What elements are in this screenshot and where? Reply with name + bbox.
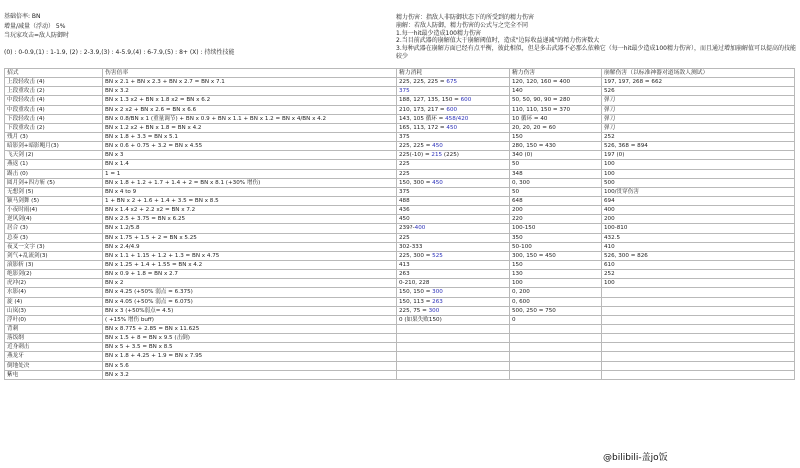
stamina-damage-cell — [510, 361, 602, 370]
table-row — [5, 270, 795, 279]
stamina-damage-cell: 50 — [510, 160, 602, 169]
break-damage-cell: 100 — [602, 160, 795, 169]
move-cell: 落饭纲 — [5, 334, 103, 343]
multiplier-cell: BN x 1.2 x2 + BN x 1.8 = BN x 4.2 — [103, 123, 397, 132]
notes-right — [396, 14, 796, 61]
total-value: 675 — [446, 79, 458, 86]
total-value: 263 — [432, 298, 443, 305]
break-damage-cell: 252 — [602, 132, 795, 141]
move-cell: 下段重攻击 (2) — [5, 123, 103, 132]
total-value: 450 — [432, 179, 443, 186]
cost-segment: 239?- — [399, 225, 415, 232]
table-row — [5, 160, 795, 169]
move-cell: 颖马剑舞 (5) — [5, 196, 103, 205]
break-damage-cell: 200 — [602, 215, 795, 224]
cost-segment: 225, 75 = — [399, 307, 429, 314]
stamina-damage-cell: 0, 200 — [510, 288, 602, 297]
break-damage-cell: 弹刀 — [602, 114, 795, 123]
note-rule-2: 2.当目前武器的崩解值大于崩解阈值时，造成"边际收益递减"的精力伤害数大 — [396, 37, 600, 45]
break-damage-cell — [602, 288, 795, 297]
multiplier-cell: BN x 4.25 (+50% 弱点 = 6.375) — [103, 288, 397, 297]
move-cell: 逆风剑(4) — [5, 215, 103, 224]
cost-segment: 0-210, 228 — [399, 280, 430, 287]
cost-segment: 150, 300 = — [399, 179, 433, 186]
move-cell: 下段轻攻击 (4) — [5, 114, 103, 123]
stamina-damage-cell: 340 (0) — [510, 151, 602, 160]
break-damage-cell — [602, 324, 795, 333]
break-damage-cell — [602, 370, 795, 379]
multiplier-cell: BN x 1.4 — [103, 160, 397, 169]
move-cell: 近身刺击 — [5, 343, 103, 352]
move-cell: 燕返 (1) — [5, 160, 103, 169]
cost-segment: 150, 113 = — [399, 298, 433, 305]
move-cell: 滚影斩 (3) — [5, 260, 103, 269]
header-stamina-damage: 精力伤害 — [510, 69, 602, 78]
stamina-cost-cell — [397, 343, 510, 352]
move-cell: 飞天剑 (2) — [5, 151, 103, 160]
multiplier-cell: BN x 1.3 x2 + BN x 1.8 x2 = BN x 6.2 — [103, 96, 397, 105]
header-damage-multiplier: 伤害倍率 — [103, 69, 397, 78]
break-damage-cell: 410 — [602, 242, 795, 251]
stamina-cost-cell — [397, 260, 510, 269]
total-value: 300 — [428, 307, 440, 314]
move-cell: 燕龙牙 — [5, 352, 103, 361]
table-row — [5, 251, 795, 260]
table-row — [5, 105, 795, 114]
table-header-row — [5, 69, 795, 78]
table-row — [5, 169, 795, 178]
multiplier-cell: BN x 5.6 — [103, 361, 397, 370]
stamina-damage-cell: 648 — [510, 196, 602, 205]
break-damage-cell: 100/贯穿伤害 — [602, 187, 795, 196]
cost-segment: 263 — [399, 271, 410, 278]
table-row — [5, 370, 795, 379]
stamina-cost-cell — [397, 142, 510, 151]
table-row — [5, 361, 795, 370]
stamina-damage-cell: 110, 110, 150 = 370 — [510, 105, 602, 114]
table-row — [5, 224, 795, 233]
move-cell: 暗影剑+暗影飓月(3) — [5, 142, 103, 151]
cost-segment: 450 — [399, 216, 410, 223]
table-row — [5, 343, 795, 352]
note-stamina-damage: 精力伤害：指敌人非防御状态下的所受到的精力伤害 — [396, 14, 535, 21]
author-credit: @bilibili-盖jo饭 — [603, 453, 668, 463]
stamina-cost-cell — [397, 87, 510, 96]
stamina-damage-cell: 10 循环 = 40 — [510, 114, 602, 123]
cost-segment: 225, 300 = — [399, 252, 433, 259]
move-cell: 旋 (4) — [5, 297, 103, 306]
stamina-cost-cell — [397, 187, 510, 196]
stamina-damage-cell: 20, 20, 20 = 60 — [510, 123, 602, 132]
stamina-damage-cell: 300, 150 = 450 — [510, 251, 602, 260]
multiplier-cell: BN x 3.2 — [103, 370, 397, 379]
table-row — [5, 123, 795, 132]
break-damage-cell: 610 — [602, 260, 795, 269]
stamina-cost-cell — [397, 114, 510, 123]
stamina-cost-cell — [397, 315, 510, 324]
break-damage-cell: 弹刀 — [602, 123, 795, 132]
multiplier-cell: BN x 1.1 + 1.15 + 1.2 + 1.3 = BN x 4.75 — [103, 251, 397, 260]
cost-segment: 150, 150 = — [399, 289, 433, 296]
multiplier-cell: BN x 1.75 + 1.5 + 2 = BN x 5.25 — [103, 233, 397, 242]
stamina-cost-cell — [397, 279, 510, 288]
stamina-damage-cell: 150 — [510, 260, 602, 269]
note-rule-1: 1.每一hit最少造成100精力伤害 — [396, 29, 481, 37]
stamina-damage-cell: 200 — [510, 206, 602, 215]
header-break-damage: 崩解伤害（以标准神器对道场敌人测试） — [602, 69, 795, 78]
multiplier-cell: BN x 1.2/5.8 — [103, 224, 397, 233]
move-cell: 倒地处决 — [5, 361, 103, 370]
note-base-multiplier: 基础倍率: BN — [4, 13, 41, 20]
stamina-cost-cell — [397, 251, 510, 260]
multiplier-cell: BN x 3 (+50%弱点= 4.5) — [103, 306, 397, 315]
table-row — [5, 196, 795, 205]
move-cell: 绝影剑(2) — [5, 270, 103, 279]
break-damage-cell — [602, 297, 795, 306]
break-damage-cell: 526, 368 = 894 — [602, 142, 795, 151]
stamina-cost-cell — [397, 352, 510, 361]
break-damage-cell — [602, 361, 795, 370]
cost-segment: 375 — [399, 134, 410, 141]
table-row — [5, 315, 795, 324]
total-value: 375 — [399, 88, 410, 95]
multiplier-cell: BN x 0.6 + 0.75 + 3.2 = BN x 4.55 — [103, 142, 397, 151]
stamina-damage-cell — [510, 352, 602, 361]
total-value: 450 — [446, 124, 458, 131]
skill-table — [4, 68, 795, 380]
stamina-damage-cell: 0, 600 — [510, 297, 602, 306]
move-cell: 上段轻攻击 (4) — [5, 78, 103, 87]
cost-segment: 0 (如果失败150) — [399, 316, 442, 323]
stamina-damage-cell — [510, 343, 602, 352]
total-value: 525 — [432, 252, 443, 259]
cost-segment: (225) — [442, 152, 459, 159]
multiplier-cell: BN x 2 x2 + BN x 2.6 = BN x 6.6 — [103, 105, 397, 114]
multiplier-cell: BN x 2.1 + BN x 2.3 + BN x 2.7 = BN x 7.1 — [103, 78, 397, 87]
stamina-damage-cell: 140 — [510, 87, 602, 96]
multiplier-cell: 1 + BN x 2 + 1.6 + 1.4 + 3.5 = BN x 8.5 — [103, 196, 397, 205]
multiplier-cell: BN x 1.4 x2 + 2.2 x2 = BN x 7.2 — [103, 206, 397, 215]
move-cell: 背刺 — [5, 324, 103, 333]
total-value: 300 — [432, 289, 443, 296]
total-value: 400 — [414, 225, 426, 232]
break-damage-cell: 526, 300 = 826 — [602, 251, 795, 260]
stamina-cost-cell — [397, 215, 510, 224]
move-cell: 圆月剑+四方斩 (5) — [5, 178, 103, 187]
stamina-damage-cell: 350 — [510, 233, 602, 242]
break-damage-cell: 500 — [602, 178, 795, 187]
table-row — [5, 206, 795, 215]
multiplier-cell: BN x 8.775 + 2.85 = BN x 11.625 — [103, 324, 397, 333]
table-row — [5, 260, 795, 269]
stamina-cost-cell — [397, 288, 510, 297]
multiplier-cell: BN x 5 + 3.5 = BN x 8.5 — [103, 343, 397, 352]
break-damage-cell — [602, 343, 795, 352]
stamina-cost-cell — [397, 334, 510, 343]
multiplier-cell: BN x 2 — [103, 279, 397, 288]
note-float: 增量/减量（浮动） 5% — [4, 22, 66, 30]
table-row — [5, 242, 795, 251]
move-cell: 紫电 — [5, 370, 103, 379]
stamina-damage-cell: 50 — [510, 187, 602, 196]
break-damage-cell — [602, 315, 795, 324]
multiplier-cell: BN x 0.8/BN x 1 (重量调节) + BN x 0.9 + BN x 1.1 + BN x 1.2 = BN x 4/BN x 4.2 — [103, 114, 397, 123]
cost-segment: 375 — [399, 188, 410, 195]
break-damage-cell: 100 — [602, 279, 795, 288]
stamina-cost-cell — [397, 297, 510, 306]
stamina-cost-cell — [397, 233, 510, 242]
stamina-damage-cell: 0 — [510, 315, 602, 324]
table-row — [5, 96, 795, 105]
note-rule-3: 3.每种武器在崩解方面已经有点平衡，彼此相似，但是多击武器不必那么依赖它（每一hit最少造成100精力伤害），而且通过增加崩解值可以提高的技能较少 — [396, 45, 797, 60]
total-value: 450 — [432, 143, 443, 150]
stamina-damage-cell: 50, 50, 90, 90 = 280 — [510, 96, 602, 105]
move-cell: 中段轻攻击 (4) — [5, 96, 103, 105]
stamina-damage-cell: 130 — [510, 270, 602, 279]
stamina-damage-cell: 100-150 — [510, 224, 602, 233]
cost-segment: 143, 105 循环 = — [399, 115, 446, 122]
stamina-damage-cell: 280, 150 = 430 — [510, 142, 602, 151]
move-cell: 中段重攻击 (4) — [5, 105, 103, 114]
stamina-cost-cell — [397, 96, 510, 105]
note-condition: 当玩家攻击=敌人防御时 — [4, 32, 70, 40]
cost-segment: 302-333 — [399, 243, 423, 250]
stamina-damage-cell: 348 — [510, 169, 602, 178]
break-damage-cell: 弹刀 — [602, 96, 795, 105]
move-cell: 剑气+乱流剑(3) — [5, 251, 103, 260]
total-value: 600 — [460, 97, 472, 104]
table-row — [5, 78, 795, 87]
move-cell: 夜叉一文字 (3) — [5, 242, 103, 251]
move-cell: 上段重攻击 (2) — [5, 87, 103, 96]
cost-segment: 188, 127, 135, 150 = — [399, 97, 461, 104]
multiplier-cell: BN x 3.2 — [103, 87, 397, 96]
stamina-damage-cell — [510, 334, 602, 343]
total-value: 600 — [446, 106, 458, 113]
break-damage-cell: 100-810 — [602, 224, 795, 233]
break-damage-cell: 197 (0) — [602, 151, 795, 160]
cost-segment: 225 — [399, 234, 410, 241]
multiplier-cell: BN x 4 to 9 — [103, 187, 397, 196]
table-row — [5, 233, 795, 242]
break-damage-cell: 694 — [602, 196, 795, 205]
stamina-cost-cell — [397, 370, 510, 379]
multiplier-cell: 1 = 1 — [103, 169, 397, 178]
table-row — [5, 142, 795, 151]
total-value: 458/420 — [445, 115, 469, 122]
multiplier-cell: ( +15% 增伤 buff) — [103, 315, 397, 324]
table-row — [5, 279, 795, 288]
stamina-cost-cell — [397, 361, 510, 370]
break-damage-cell — [602, 352, 795, 361]
multiplier-cell: BN x 2.4/4.9 — [103, 242, 397, 251]
multiplier-cell: BN x 0.9 + 1.8 = BN x 2.7 — [103, 270, 397, 279]
move-cell: 山岚(3) — [5, 306, 103, 315]
table-row — [5, 334, 795, 343]
stamina-cost-cell — [397, 132, 510, 141]
cost-segment: 488 — [399, 198, 410, 205]
cost-segment: 225(-10) = — [399, 152, 432, 159]
stamina-damage-cell — [510, 370, 602, 379]
move-cell: 残月 (3) — [5, 132, 103, 141]
cost-segment: 210, 173, 217 = — [399, 106, 447, 113]
stamina-damage-cell — [510, 324, 602, 333]
break-damage-cell — [602, 306, 795, 315]
cost-segment: 225 — [399, 161, 410, 168]
multiplier-cell: BN x 4.05 (+50% 弱点 = 6.075) — [103, 297, 397, 306]
move-cell: 踢击 (0) — [5, 169, 103, 178]
multiplier-cell: BN x 2.5 + 3.75 = BN x 6.25 — [103, 215, 397, 224]
stamina-cost-cell — [397, 324, 510, 333]
cost-segment: 225, 225 = — [399, 143, 433, 150]
table-row — [5, 187, 795, 196]
stamina-cost-cell — [397, 270, 510, 279]
break-damage-cell: 弹刀 — [602, 105, 795, 114]
stamina-damage-cell: 220 — [510, 215, 602, 224]
header-stamina-cost: 精力消耗 — [397, 69, 510, 78]
stamina-cost-cell — [397, 206, 510, 215]
table-row — [5, 215, 795, 224]
stamina-damage-cell: 100 — [510, 279, 602, 288]
table-row — [5, 87, 795, 96]
note-gap — [4, 41, 384, 48]
table-row — [5, 324, 795, 333]
break-damage-cell: 400 — [602, 206, 795, 215]
stamina-damage-cell: 500, 250 = 750 — [510, 306, 602, 315]
move-cell: 居合 (3) — [5, 224, 103, 233]
cost-segment: 165, 113, 172 = — [399, 124, 447, 131]
stamina-damage-cell: 50-100 — [510, 242, 602, 251]
cost-segment: 436 — [399, 207, 410, 214]
break-damage-cell: 432.5 — [602, 233, 795, 242]
multiplier-cell: BN x 1.8 + 1.2 + 1.7 + 1.4 + 2 = BN x 8.1 (+30% 增伤) — [103, 178, 397, 187]
table-row — [5, 306, 795, 315]
multiplier-cell: BN x 1.8 + 4.25 + 1.9 = BN x 7.95 — [103, 352, 397, 361]
table-row — [5, 352, 795, 361]
stamina-cost-cell — [397, 160, 510, 169]
table-row — [5, 178, 795, 187]
move-cell: 虎冲(2) — [5, 279, 103, 288]
break-damage-cell: 100 — [602, 169, 795, 178]
note-levels: (0) : 0-0.9,(1) : 1-1.9, (2) : 2-3.9,(3) : 4-5.9,(4) : 6-7.9,(5) : 8+ (X) : 持续性技能 — [4, 48, 235, 56]
stamina-cost-cell — [397, 178, 510, 187]
move-cell: 水影(4) — [5, 288, 103, 297]
break-damage-cell: 252 — [602, 270, 795, 279]
multiplier-cell: BN x 1.8 + 3.3 = BN x 5.1 — [103, 132, 397, 141]
table-row — [5, 297, 795, 306]
stamina-damage-cell: 120, 120, 160 = 400 — [510, 78, 602, 87]
note-break: 崩解：若敌人防御，精力伤害的公式与之完全不同 — [396, 21, 529, 29]
stamina-cost-cell — [397, 242, 510, 251]
multiplier-cell: BN x 1.5 + 8 = BN x 9.5 (击倒) — [103, 334, 397, 343]
stamina-cost-cell — [397, 306, 510, 315]
stamina-cost-cell — [397, 169, 510, 178]
break-damage-cell — [602, 334, 795, 343]
break-damage-cell: 197, 197, 268 = 662 — [602, 78, 795, 87]
multiplier-cell: BN x 1.25 + 1.4 + 1.55 = BN x 4.2 — [103, 260, 397, 269]
move-cell: 小夜时雨(4) — [5, 206, 103, 215]
stamina-damage-cell: 0, 300 — [510, 178, 602, 187]
stamina-cost-cell — [397, 224, 510, 233]
break-damage-cell: 526 — [602, 87, 795, 96]
stamina-cost-cell — [397, 123, 510, 132]
header-move: 招式 — [5, 69, 103, 78]
move-cell: 总奏 (3) — [5, 233, 103, 242]
move-cell: 无想剑 (5) — [5, 187, 103, 196]
table-row — [5, 132, 795, 141]
stamina-cost-cell — [397, 196, 510, 205]
stamina-cost-cell — [397, 105, 510, 114]
move-cell: 浮叶(0) — [5, 315, 103, 324]
total-value: 215 — [431, 152, 443, 159]
multiplier-cell: BN x 3 — [103, 151, 397, 160]
notes-left — [4, 12, 384, 57]
cost-segment: 225, 225, 225 = — [399, 79, 447, 86]
table-row — [5, 151, 795, 160]
stamina-damage-cell: 150 — [510, 132, 602, 141]
stamina-cost-cell — [397, 151, 510, 160]
cost-segment: 225 — [399, 170, 410, 177]
table-row — [5, 288, 795, 297]
stamina-cost-cell — [397, 78, 510, 87]
table-row — [5, 114, 795, 123]
cost-segment: 413 — [399, 262, 410, 269]
